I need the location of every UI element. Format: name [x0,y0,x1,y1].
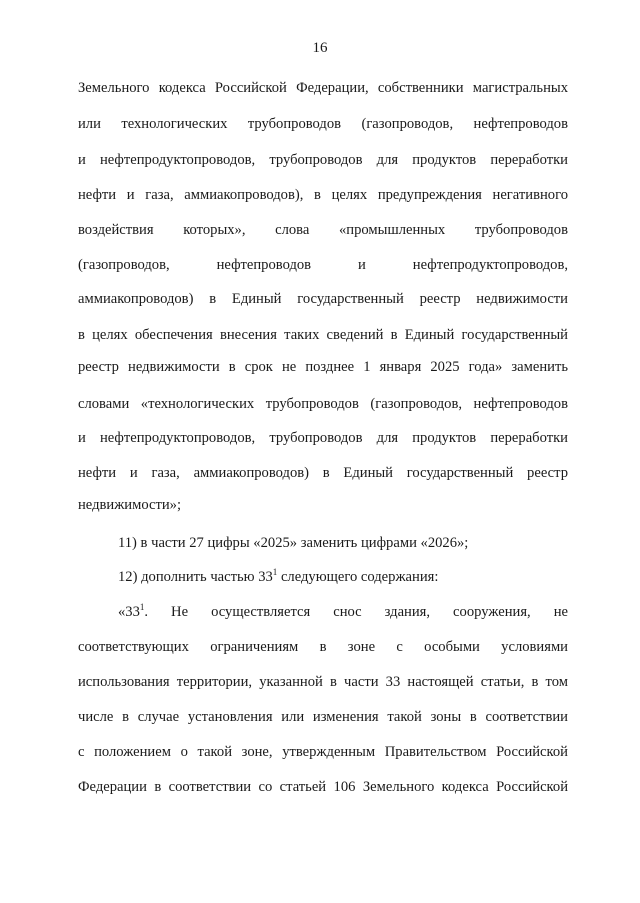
list-item-12-tail: следующего содержания: [277,569,439,585]
text-line: использования территории, указанной в части 33 настоящей статьи, в том [78,674,568,690]
text-line: аммиакопроводов) в Единый государственный реестр недвижимости [78,291,568,307]
list-item-12-text: 12) дополнить частью 33 [118,569,273,585]
text-line: нефти и газа, аммиакопроводов) в Единый государственный реестр [78,465,568,481]
text-line: числе в случае установления или изменения такой зоны в соответствии [78,709,568,725]
text-line: воздействия которых», слова «промышленных трубопроводов [78,222,568,238]
list-item-12 [118,567,568,587]
text-line: недвижимости»; [78,497,182,513]
text-line: реестр недвижимости в срок не позднее 1 января 2025 года» заменить [78,359,568,375]
page-number: 16 [312,40,328,56]
quote-first-line [118,602,568,622]
text-line: с положением о такой зоне, утвержденным Правительством Российской [78,744,568,760]
text-line: Федерации в соответствии со статьей 106 Земельного кодекса Российской [78,779,568,795]
text-line: нефти и газа, аммиакопроводов), в целях предупреждения негативного [78,187,568,203]
superscript: 1 [272,567,278,577]
text-line: и нефтепродуктопроводов, трубопроводов для продуктов переработки [78,152,568,168]
text-line: словами «технологических трубопроводов (газопроводов, нефтепроводов [78,396,568,412]
list-item-11: 11) в части 27 цифры «2025» заменить цифрами «2026»; [118,535,469,551]
text-line: в целях обеспечения внесения таких сведений в Единый государственный [78,327,568,343]
text-line: (газопроводов, нефтепроводов и нефтепродуктопроводов, [78,257,568,273]
text-line: Земельного кодекса Российской Федерации, собственники магистральных [78,80,568,96]
text-line: и нефтепродуктопроводов, трубопроводов для продуктов переработки [78,430,568,446]
superscript: 1 [139,602,145,612]
text-line: или технологических трубопроводов (газопроводов, нефтепроводов [78,116,568,132]
quote-rest: . Не осуществляется снос здания, сооружения, не [144,604,568,620]
text-line: соответствующих ограничениям в зоне с особыми условиями [78,639,568,655]
quote-open: «33 [118,604,140,620]
